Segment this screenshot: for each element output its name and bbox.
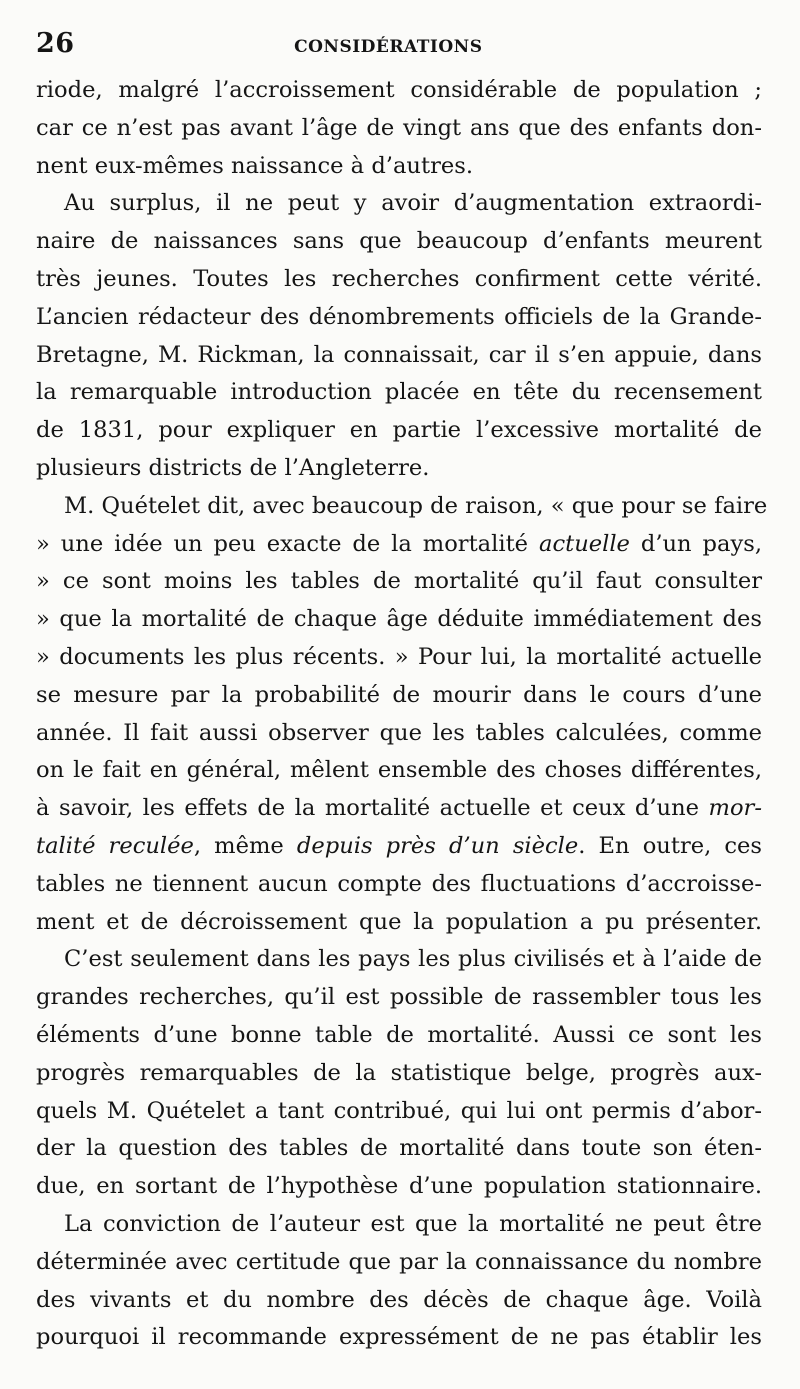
- text-line: grandes recherches, qu’il est possible de rassembler tous les: [36, 984, 762, 1011]
- text-line: car ce n’est pas avant l’âge de vingt ans que des enfants don-: [36, 114, 762, 141]
- text-line: quels M. Quételet a tant contribué, qui lui ont permis d’abor-: [36, 1097, 762, 1124]
- text-line: Bretagne, M. Rickman, la connaissait, car il s’en appuie, dans: [36, 341, 762, 368]
- text-line: nent eux-mêmes naissance à d’autres.: [36, 152, 474, 179]
- text-line: » que la mortalité de chaque âge déduite immédiatement des: [36, 606, 762, 633]
- text-line: on le fait en général, mêlent ensemble des choses différentes,: [36, 757, 762, 784]
- text-line: riode, malgré l’accroissement considérable de population ;: [36, 77, 762, 103]
- page-header: [36, 28, 762, 72]
- text-line: pourquoi il recommande expressément de ne pas établir les: [36, 1324, 762, 1351]
- text-line: la remarquable introduction placée en tête du recensement: [36, 379, 762, 406]
- text-line: progrès remarquables de la statistique belge, progrès aux-: [36, 1059, 762, 1086]
- running-head: CONSIDÉRATIONS: [294, 37, 483, 57]
- text-line: der la question des tables de mortalité dans toute son éten-: [36, 1135, 762, 1162]
- text-line: déterminée avec certitude que par la connaissance du nombre: [36, 1248, 762, 1275]
- text-line: talité reculée, même depuis près d’un siècle. En outre, ces: [36, 832, 763, 859]
- text-line: de 1831, pour expliquer en partie l’excessive mortalité de: [36, 417, 762, 444]
- text-line: » une idée un peu exacte de la mortalité actuelle d’un pays,: [36, 530, 762, 557]
- text-line: Au surplus, il ne peut y avoir d’augmentation extraordi-: [64, 190, 762, 217]
- text-line: » documents les plus récents. » Pour lui, la mortalité actuelle: [36, 643, 762, 670]
- text-line: tables ne tiennent aucun compte des fluctuations d’accroisse-: [36, 870, 762, 897]
- text-line: due, en sortant de l’hypothèse d’une population stationnaire.: [36, 1173, 762, 1200]
- text-line: très jeunes. Toutes les recherches confirment cette vérité.: [36, 265, 762, 292]
- text-line: année. Il fait aussi observer que les tables calculées, comme: [36, 719, 762, 746]
- text-line: L’ancien rédacteur des dénombrements officiels de la Grande-: [36, 303, 762, 330]
- text-line: ment et de décroissement que la population a pu présenter.: [36, 908, 762, 935]
- text-line: se mesure par la probabilité de mourir dans le cours d’une: [36, 681, 762, 708]
- text-line: à savoir, les effets de la mortalité actuelle et ceux d’une mor-: [36, 795, 762, 822]
- text-line: naire de naissances sans que beaucoup d’enfants meurent: [36, 228, 762, 255]
- text-line: C’est seulement dans les pays les plus civilisés et à l’aide de: [64, 946, 762, 973]
- text-line: des vivants et du nombre des décès de chaque âge. Voilà: [36, 1286, 762, 1313]
- body-text: [36, 72, 768, 1357]
- text-line: plusieurs districts de l’Angleterre.: [36, 454, 430, 481]
- text-line: M. Quételet dit, avec beaucoup de raison, « que pour se faire: [64, 492, 768, 519]
- page-number: 26: [36, 28, 75, 59]
- text-line: » ce sont moins les tables de mortalité qu’il faut consulter: [36, 568, 762, 595]
- text-line: éléments d’une bonne table de mortalité. Aussi ce sont les: [36, 1021, 762, 1048]
- text-line: La conviction de l’auteur est que la mortalité ne peut être: [64, 1210, 762, 1237]
